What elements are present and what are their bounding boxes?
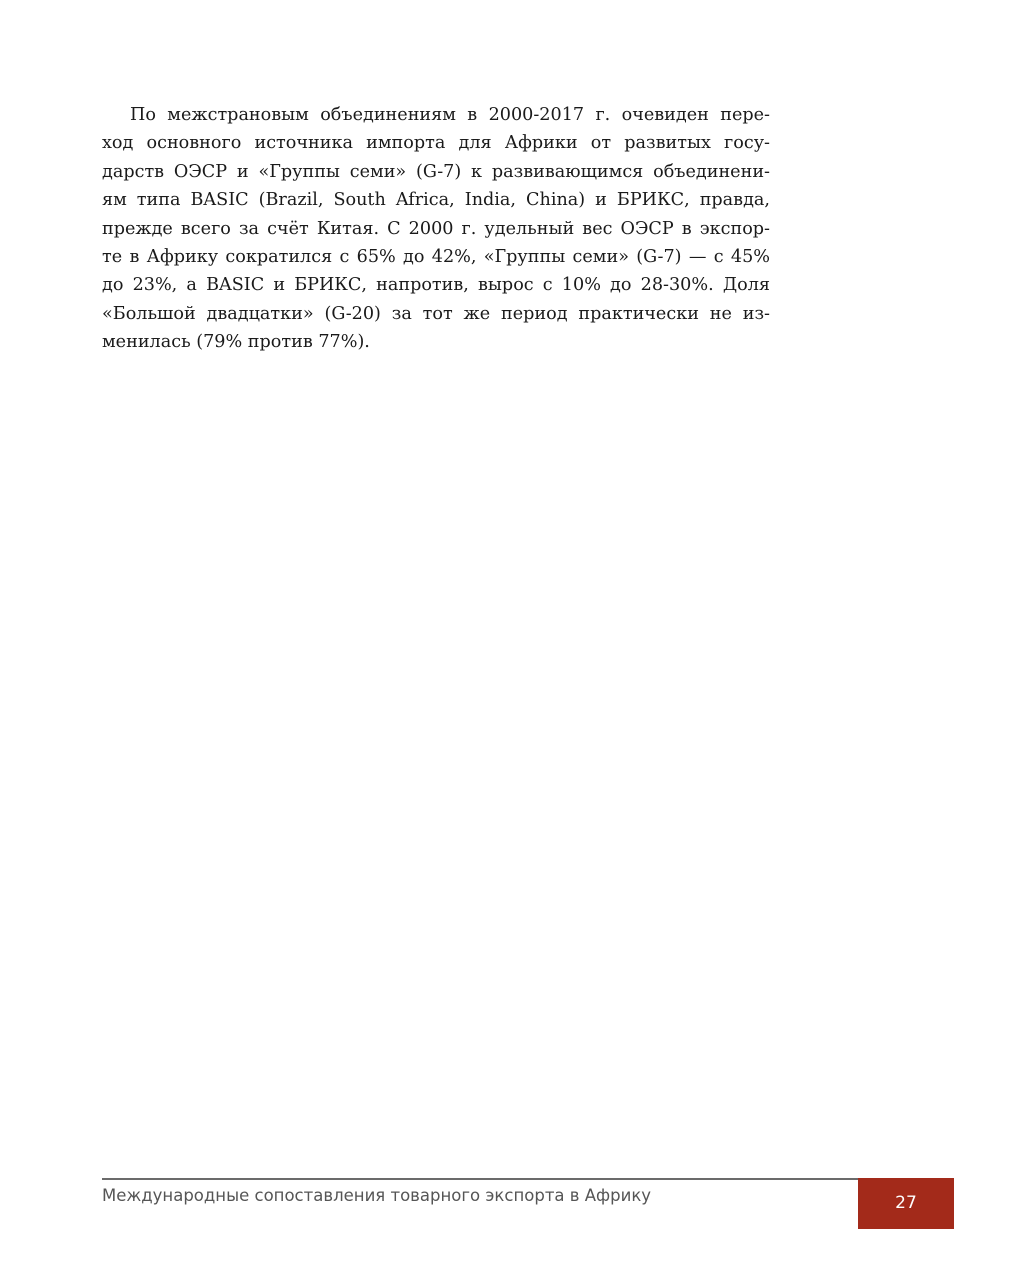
paragraph-line: до 23%, а BASIC и БРИКС, напротив, вырос с 10% до 28-30%. Доля (102, 275, 770, 296)
paragraph-line: ход основного источника импорта для Африки от развитых госу- (102, 133, 770, 154)
paragraph-line: дарств ОЭСР и «Группы семи» (G-7) к развивающимся объединени- (102, 161, 770, 182)
paragraph-line: прежде всего за счёт Китая. С 2000 г. удельный вес ОЭСР в экспор- (102, 218, 770, 239)
paragraph-line: те в Африку сократился с 65% до 42%, «Группы семи» (G-7) — с 45% (102, 247, 770, 268)
paragraph-line: По межстрановым объединениям в 2000-2017 г. очевиден пере- (130, 105, 770, 125)
page-number-badge (858, 1178, 954, 1229)
body-paragraph (102, 101, 770, 357)
paragraph-line: ям типа BASIC (Brazil, South Africa, India, China) и БРИКС, правда, (102, 190, 770, 211)
paragraph-line: менилась (79% против 77%). (102, 332, 370, 353)
running-footer-title: Международные сопоставления товарного экспорта в Африку (102, 1186, 652, 1205)
paragraph-line: «Большой двадцатки» (G-20) за тот же период практически не из- (102, 303, 770, 324)
page-number: 27 (895, 1193, 917, 1213)
